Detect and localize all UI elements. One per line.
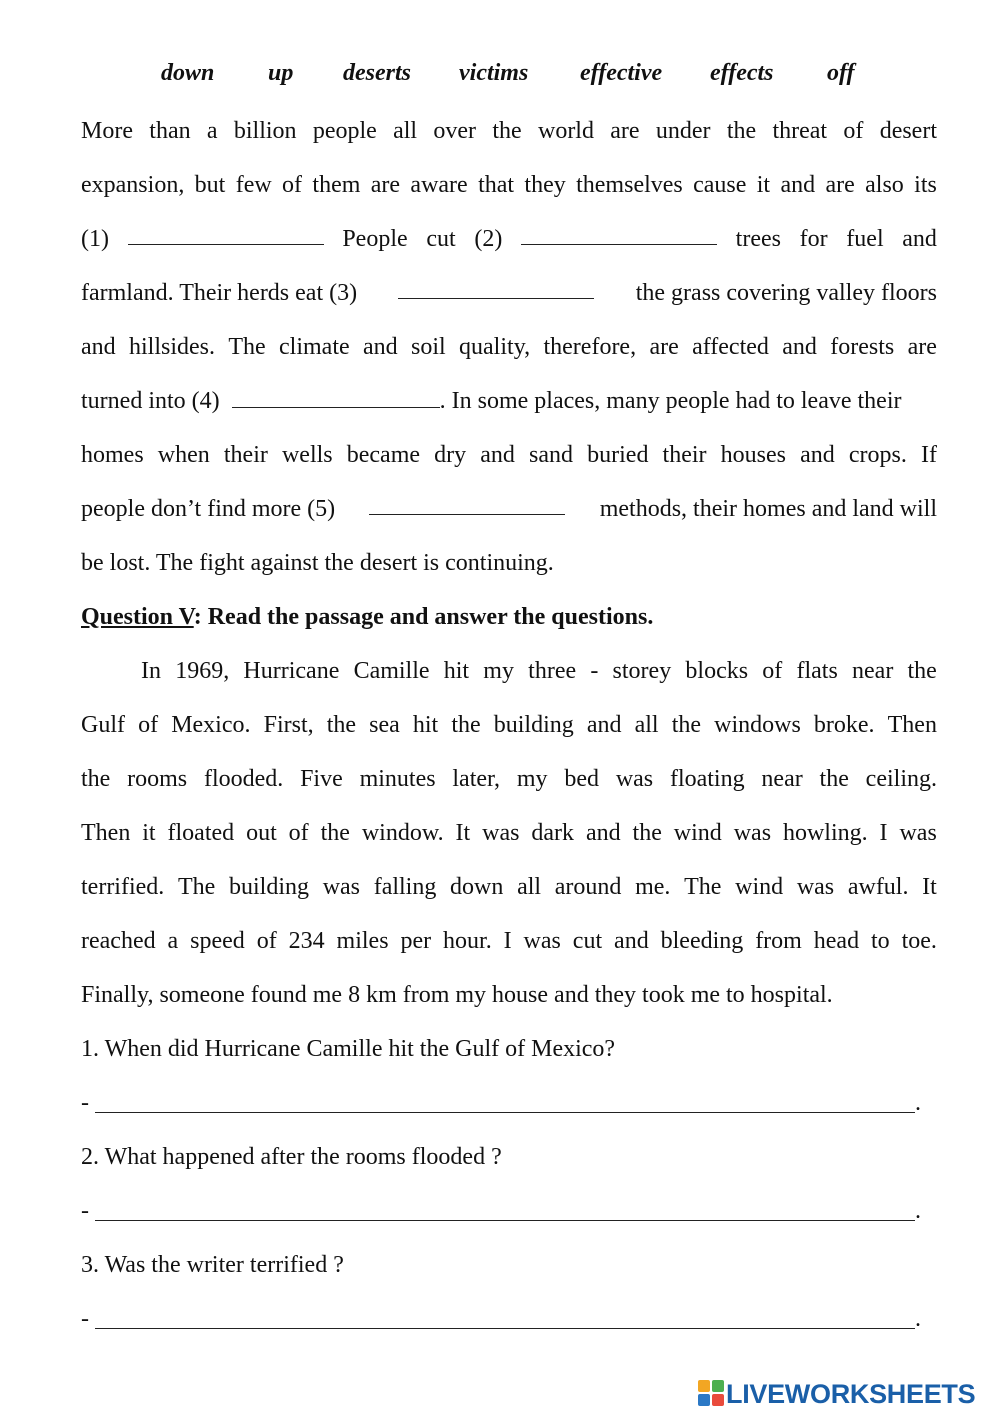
passage-word: The <box>177 874 216 900</box>
passage-word: was <box>733 820 772 846</box>
passage-text: the grass covering valley floors <box>635 280 937 306</box>
word-bank-item: effective <box>580 60 663 86</box>
passage-word: window. <box>361 820 444 846</box>
passage-word: People <box>342 226 408 252</box>
passage-word: than <box>149 118 191 144</box>
passage-word: was <box>796 874 835 900</box>
passage-word: quality, <box>459 334 531 360</box>
passage-word: they <box>524 172 566 198</box>
passage-word: are <box>825 172 855 198</box>
passage-word: blocks <box>685 658 749 684</box>
brand-name: LIVEWORKSHEETS <box>726 1379 976 1409</box>
word-bank-item: down <box>161 60 215 86</box>
passage-word: desert <box>879 118 937 144</box>
passage-word: of <box>843 118 864 144</box>
passage-word: building <box>228 874 309 900</box>
passage-word: and <box>363 334 398 360</box>
passage-word: hit <box>412 712 439 738</box>
passage-word: therefore, <box>543 334 637 360</box>
passage-word: head <box>813 928 860 954</box>
answer-dash: - <box>81 1090 89 1116</box>
passage-word: are <box>907 334 937 360</box>
passage-word: floated <box>167 820 235 846</box>
passage-word: all <box>517 874 542 900</box>
passage-word: The <box>228 334 266 360</box>
passage1-line-5 <box>81 332 937 362</box>
passage-word: their <box>662 442 707 468</box>
passage-word: it <box>756 172 771 198</box>
passage-word: howling. <box>782 820 868 846</box>
question-label: Question V <box>81 604 194 630</box>
passage-word: was <box>899 820 937 846</box>
passage-word: sea <box>369 712 400 738</box>
passage-word: 1969, <box>175 658 230 684</box>
passage-word: Mexico. <box>171 712 251 738</box>
passage-word: Five <box>300 766 343 792</box>
answer-rule <box>95 1220 915 1221</box>
passage-word: dark <box>531 820 575 846</box>
passage-word: More <box>81 118 133 144</box>
passage-word: their <box>223 442 268 468</box>
passage-word: wells <box>281 442 333 468</box>
answer-3-input[interactable] <box>81 1304 937 1334</box>
passage-word: ceiling. <box>865 766 937 792</box>
answer-1-input[interactable] <box>81 1088 937 1118</box>
passage-word: forests <box>830 334 895 360</box>
passage-word: Camille <box>353 658 430 684</box>
word-bank <box>0 58 1000 98</box>
passage-word: down <box>450 874 504 900</box>
passage-word: was <box>523 928 561 954</box>
passage-word: minutes <box>359 766 436 792</box>
passage1-line-4 <box>81 278 937 308</box>
passage-word: are <box>610 118 640 144</box>
passage-text: turned into (4) <box>81 388 220 414</box>
passage-text: methods, their homes and land will <box>599 496 937 522</box>
word-bank-item: deserts <box>343 60 411 86</box>
passage-word: of <box>256 928 277 954</box>
passage-word: my <box>516 766 548 792</box>
passage-word: the <box>81 766 111 792</box>
passage-word: windows <box>714 712 801 738</box>
passage-word: I <box>879 820 888 846</box>
blank-5-input[interactable] <box>369 494 565 515</box>
passage-word: Hurricane <box>243 658 340 684</box>
passage-word: of <box>282 172 303 198</box>
passage-word: over <box>433 118 477 144</box>
liveworksheets-icon <box>698 1380 724 1406</box>
passage-word: the <box>492 118 522 144</box>
passage-word: of <box>288 820 309 846</box>
passage-word: terrified. <box>81 874 165 900</box>
passage-word: and <box>800 442 835 468</box>
passage1-line-3 <box>81 224 937 254</box>
passage-word: it <box>142 820 156 846</box>
passage-word: around <box>554 874 622 900</box>
passage-word: First, <box>263 712 314 738</box>
passage-word: are <box>370 172 401 198</box>
passage-word: fuel <box>846 226 884 252</box>
passage-word: reached <box>81 928 156 954</box>
passage2-line-3 <box>81 764 937 794</box>
passage-word: expansion, <box>81 172 185 198</box>
question-2: 2. What happened after the rooms flooded ? <box>81 1144 502 1170</box>
liveworksheets-logo[interactable] <box>698 1377 994 1411</box>
passage2-line-2 <box>81 710 937 740</box>
passage-word: Gulf <box>81 712 125 738</box>
answer-rule <box>95 1112 915 1113</box>
passage-word: of <box>762 658 783 684</box>
answer-dash: - <box>81 1306 89 1332</box>
passage-word: homes <box>81 442 144 468</box>
passage-word: the <box>320 820 350 846</box>
passage2-line-1 <box>81 656 937 686</box>
passage-word: In <box>141 658 161 684</box>
passage-word: and <box>480 442 515 468</box>
passage-text: . In some places, many people had to leave their <box>439 388 902 414</box>
passage-word: and <box>614 928 649 954</box>
passage-word: flats <box>796 658 838 684</box>
passage-word: bed <box>564 766 599 792</box>
passage-word: and <box>782 334 817 360</box>
passage2-line-6 <box>81 926 937 956</box>
word-bank-item: effects <box>710 60 774 86</box>
passage-word: near <box>761 766 803 792</box>
passage-word: Then <box>887 712 937 738</box>
passage-word: hit <box>443 658 470 684</box>
passage2-line-4 <box>81 818 937 848</box>
passage-word: three <box>528 658 577 684</box>
passage-word: rooms <box>127 766 188 792</box>
question-1: 1. When did Hurricane Camille hit the Gulf of Mexico? <box>81 1036 616 1062</box>
blank-number: (1) <box>81 226 109 252</box>
passage-word: me. <box>635 874 671 900</box>
answer-rule <box>95 1328 915 1329</box>
passage-word: but <box>194 172 226 198</box>
passage-word: few <box>235 172 272 198</box>
answer-dot: . <box>915 1090 921 1116</box>
passage-word: from <box>755 928 802 954</box>
passage-word: became <box>346 442 421 468</box>
passage-word: awful. <box>847 874 909 900</box>
passage-word: a <box>206 118 218 144</box>
passage-word: all <box>393 118 418 144</box>
question-5-heading <box>81 602 937 632</box>
passage-word: the <box>671 712 702 738</box>
passage-word: its <box>914 172 937 198</box>
answer-2-input[interactable] <box>81 1196 937 1226</box>
passage2-line-5 <box>81 872 937 902</box>
blank-3-input[interactable] <box>398 278 594 299</box>
passage-word: The <box>684 874 722 900</box>
passage-word: Then <box>81 820 131 846</box>
passage-word: floating <box>669 766 745 792</box>
word-bank-item: off <box>827 60 855 86</box>
passage1-line-9: be lost. The fight against the desert is continuing. <box>81 550 554 576</box>
passage-word: 234 <box>288 928 325 954</box>
passage-word: affected <box>692 334 769 360</box>
passage-word: for <box>799 226 828 252</box>
passage-word: of <box>138 712 159 738</box>
passage-word: that <box>478 172 515 198</box>
passage-word: all <box>634 712 659 738</box>
passage-word: billion <box>233 118 297 144</box>
passage-word: speed <box>190 928 245 954</box>
passage-word: wind <box>673 820 722 846</box>
passage-word: the <box>726 118 757 144</box>
passage-word: broke. <box>813 712 875 738</box>
passage-word: and <box>586 712 622 738</box>
passage-word: them <box>312 172 361 198</box>
passage1-line-1 <box>81 116 937 146</box>
passage2-line-7: Finally, someone found me 8 km from my house and they took me to hospital. <box>81 982 833 1008</box>
passage-word: threat <box>772 118 828 144</box>
passage-word: are <box>649 334 679 360</box>
passage-word: people <box>312 118 377 144</box>
passage-word: per <box>400 928 432 954</box>
blank-number: (2) <box>474 226 503 252</box>
passage-word: a <box>167 928 179 954</box>
passage-word: building <box>493 712 574 738</box>
passage-word: the <box>632 820 662 846</box>
passage-word: flooded. <box>203 766 284 792</box>
passage-word: the <box>451 712 481 738</box>
passage-word: cut <box>426 226 456 252</box>
passage-word: climate <box>279 334 350 360</box>
question-title: : Read the passage and answer the questions. <box>193 604 654 630</box>
passage-word: storey <box>612 658 672 684</box>
passage-word: If <box>920 442 937 468</box>
passage-text: people don’t find more (5) <box>81 496 336 522</box>
passage-word: falling <box>373 874 437 900</box>
passage-word: was <box>615 766 654 792</box>
passage-word: my <box>483 658 514 684</box>
passage-word: It <box>455 820 471 846</box>
passage-word: dry <box>434 442 467 468</box>
passage-word: was <box>482 820 520 846</box>
passage-word: also <box>865 172 904 198</box>
passage-word: world <box>537 118 594 144</box>
passage-word: cut <box>572 928 603 954</box>
passage-word: crops. <box>848 442 907 468</box>
passage-word: later, <box>452 766 501 792</box>
passage-text: farmland. Their herds eat (3) <box>81 280 358 306</box>
passage-word: hillsides. <box>129 334 216 360</box>
passage1-line-8 <box>81 494 937 524</box>
passage-word: near <box>852 658 894 684</box>
passage-word: and <box>585 820 621 846</box>
passage-word: under <box>655 118 711 144</box>
passage-word: houses <box>720 442 786 468</box>
passage-word: and <box>780 172 816 198</box>
passage-word: to <box>871 928 890 954</box>
word-bank-item: victims <box>459 60 529 86</box>
passage-word: wind <box>735 874 784 900</box>
passage-word: soil <box>411 334 446 360</box>
question-3: 3. Was the writer terrified ? <box>81 1252 344 1278</box>
passage-word: themselves <box>576 172 683 198</box>
passage-word: the <box>326 712 357 738</box>
answer-dash: - <box>81 1198 89 1224</box>
passage-word: - <box>590 658 599 684</box>
passage-word: the <box>907 658 937 684</box>
answer-dot: . <box>915 1198 921 1224</box>
passage-word: the <box>819 766 849 792</box>
passage-word: I <box>503 928 512 954</box>
passage-word: cause <box>693 172 747 198</box>
passage1-line-2 <box>81 170 937 200</box>
passage-word: out <box>246 820 277 846</box>
passage-word: hour. <box>443 928 492 954</box>
blank-1-input[interactable] <box>128 224 324 245</box>
passage-word: was <box>322 874 361 900</box>
passage1-line-6 <box>81 386 937 416</box>
passage-word: toe. <box>901 928 937 954</box>
passage-word: and <box>902 226 937 252</box>
passage-word: buried <box>587 442 649 468</box>
passage-word: when <box>157 442 210 468</box>
passage1-line-7 <box>81 440 937 470</box>
blank-2-input[interactable] <box>521 224 717 245</box>
passage-word: trees <box>735 226 781 252</box>
passage-word: It <box>922 874 937 900</box>
passage-word: and <box>81 334 116 360</box>
word-bank-item: up <box>268 60 294 86</box>
passage-word: sand <box>529 442 574 468</box>
passage-word: aware <box>410 172 468 198</box>
answer-dot: . <box>915 1306 921 1332</box>
passage-word: bleeding <box>660 928 744 954</box>
passage-word: miles <box>336 928 389 954</box>
blank-4-input[interactable] <box>232 387 440 408</box>
